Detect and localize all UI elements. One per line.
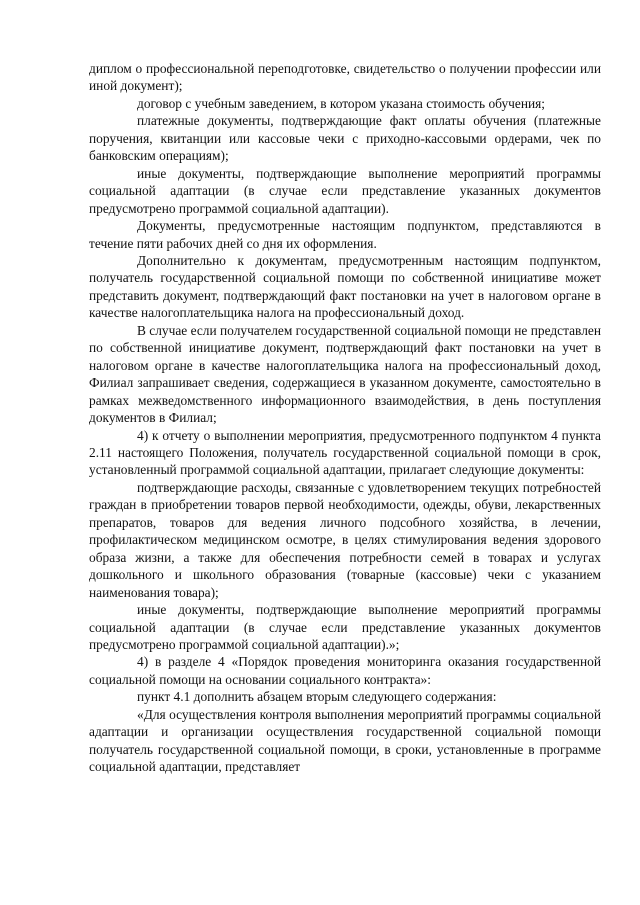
paragraph-12: пункт 4.1 дополнить абзацем вторым следующего содержания:	[137, 689, 497, 705]
paragraph-6: Дополнительно к документам, предусмотренным настоящим подпунктом, получатель государственной социальной помощи по собственной инициативе может представить документ, подтверждающий факт постановки на учет в налоговом органе в качестве налогоплательщика налога на профессиональный доход.	[89, 252, 601, 321]
paragraph-2: договор с учебным заведением, в котором указана стоимость обучения;	[137, 95, 546, 111]
paragraph-9: подтверждающие расходы, связанные с удовлетворением текущих потребностей граждан в приобретении товаров первой необходимости, одежды, обуви, лекарственных препаратов, товаров для ведения личного подсобного хозяйства, в лечении, профилактическом медицинском осмотре, в целях стимулирования ведения здорового образа жизни, а также для обеспечения потребности семей в товарах и услугах дошкольного и школьного образования (товарные (кассовые) чеки с указанием наименования товара);	[89, 479, 601, 600]
paragraph-7: В случае если получателем государственной социальной помощи не представлен по собственной инициативе документ, подтверждающий факт постановки на учет в налоговом органе в качестве налогоплательщика налога на профессиональный доход, Филиал запрашивает сведения, содержащиеся в указанном документе, самостоятельно в рамках межведомственного информационного взаимодействия, в день поступления документов в Филиал;	[89, 322, 601, 426]
paragraph-1: диплом о профессиональной переподготовке, свидетельство о получении профессии или иной документ);	[89, 61, 601, 94]
paragraph-4: иные документы, подтверждающие выполнение мероприятий программы социальной адаптации (в случае если представление указанных документов предусмотрено программой социальной адаптации).	[89, 165, 601, 216]
paragraph-5: Документы, предусмотренные настоящим подпунктом, представляются в течение пяти рабочих дней со дня их оформления.	[89, 218, 601, 251]
paragraph-10: иные документы, подтверждающие выполнение мероприятий программы социальной адаптации (в случае если представление указанных документов предусмотрено программой социальной адаптации).»;	[89, 602, 601, 652]
paragraph-8: 4) к отчету о выполнении мероприятия, предусмотренного подпунктом 4 пункта 2.11 настоящего Положения, получатель государственной социальной помощи в срок, установленный программой социальной адаптации, прилагает следующие документы:	[89, 427, 601, 478]
document-page	[89, 60, 601, 776]
paragraph-3: платежные документы, подтверждающие факт оплаты обучения (платежные поручения, квитанции или кассовые чеки с приходно-кассовыми ордерами, чек по банковским операциям);	[89, 113, 601, 164]
paragraph-11: 4) в разделе 4 «Порядок проведения мониторинга оказания государственной социальной помощи на основании социального контракта»:	[89, 654, 601, 687]
paragraph-13: «Для осуществления контроля выполнения мероприятий программы социальной адаптации и организации осуществления государственной социальной помощи получатель государственной социальной помощи, в сроки, установленные в программе социальной адаптации, представляет	[89, 706, 601, 775]
